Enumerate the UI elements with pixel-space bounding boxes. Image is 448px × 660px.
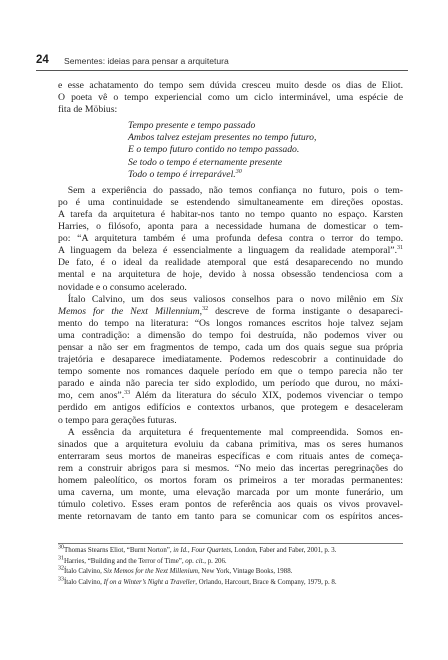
footnote-number: 32: [58, 565, 64, 572]
text-line: tempo somente nos romances daquele período em que o tempo parecia não ter: [58, 366, 403, 378]
text-line: po: “A arquitetura também é uma profunda defesa contra o terror do tempo.: [58, 233, 403, 245]
text-line: pensar a não ser em fragmentos de tempo, cada um dos quais segue sua própria: [58, 341, 403, 353]
text-span: A linguagem da beleza é essencialmente a linguagem da realidade atemporal”.: [58, 245, 397, 257]
footnote-number: 30: [58, 544, 64, 551]
footnote-text: Ítalo Calvino,: [64, 578, 104, 586]
footnote-number: 31: [58, 555, 64, 562]
footnote: [58, 546, 403, 557]
text-line: Harries, o filósofo, aponta para a necessidade humana de domesticar o tem-: [58, 221, 403, 233]
quote-line: Tempo presente e tempo passado: [128, 120, 256, 132]
poem-quote: [58, 120, 403, 180]
footnote-title: in Id., Four Quartets: [173, 547, 231, 554]
text-line: sinados que a arquitetura evoluiu da cabana primitiva, mas os seres humanos: [58, 438, 403, 450]
text-line: De fato, é o ideal da realidade atemporal que está desaparecendo no mundo: [58, 257, 403, 269]
text-line: túmulo coletivo. Esses eram pontos de referência aos quais os vivos provavel-: [58, 499, 403, 511]
paragraph-3: [58, 294, 403, 427]
quote-line: Ambos talvez estejam presentes no tempo futuro,: [128, 132, 317, 144]
footnote-title: Six Memos for the Next Millenium: [103, 568, 198, 576]
running-title: Sementes: ideias para pensar a arquitetura: [64, 56, 229, 66]
text-line: A tarefa da arquitetura é habitar-nos tanto no tempo quanto no espaço. Karsten: [58, 208, 403, 220]
text-line: Memos for the Next Millennium,$^{32}$ descreve de forma instigante o desapareci-: [58, 305, 403, 317]
page-number: 24: [36, 54, 49, 66]
footnote-text: , London, Faber and Faber, 2001, p. 3.: [230, 547, 337, 554]
header-rule: [36, 70, 408, 71]
footnote: [58, 578, 403, 589]
body-text: [58, 80, 403, 523]
footnote: [58, 557, 403, 568]
footnote-text: Thomas Stearns Eliot, “Burnt Norton”,: [64, 547, 174, 554]
text-line: mento do tempo na literatura: “Os longos romances escritos hoje talvez sejam: [58, 317, 403, 329]
text-line: e esse achatamento do tempo sem dúvida cresceu muito desde os dias de Eliot.: [58, 80, 403, 91]
quote-line-text: Todo o tempo é irreparável.: [128, 168, 236, 180]
paragraph-4: [58, 427, 403, 524]
footnote: [58, 567, 403, 578]
footnote-ref: 31: [397, 244, 403, 251]
text-line: uma contradição: a dimensão do tempo foi destruída, não podemos viver ou: [58, 329, 403, 341]
footnote-text: Ítalo Calvino,: [64, 568, 104, 576]
text-line: novidade e o consumo acelerado.: [58, 281, 187, 293]
footnotes: [58, 546, 403, 588]
text-line: rem a construir abrigos para si mesmos. “No meio das incertas peregrinações do: [58, 462, 403, 474]
footnote-number: 33: [58, 576, 64, 583]
text-line: [58, 294, 403, 306]
running-header: [36, 53, 408, 67]
footnote-separator: [58, 543, 403, 544]
quote-line: Se todo o tempo é eternamente presente: [128, 156, 283, 168]
quote-line: E o tempo futuro contido no tempo passado.: [128, 144, 300, 156]
text-line: mental e na arquitetura de hoje, devido à nossa obsessão tendenciosa com a: [58, 269, 403, 281]
quote-line: [128, 169, 403, 181]
footnote-text: , Orlando, Harcourt, Brace & Company, 1979, p. 8.: [195, 578, 337, 586]
text-span: A essência da arquitetura é frequentemente mal compreendida. Somos en-: [67, 426, 403, 438]
footnote-text: Harries, “Building and the Terror of Time”,: [64, 557, 186, 565]
text-line: [58, 245, 403, 257]
text-line: [58, 185, 403, 197]
paragraph-1: [58, 80, 403, 116]
text-line: enterraram seus mortos de maneiras específicas e com rituais antes de começa-: [58, 450, 403, 462]
text-line: O poeta vê o tempo experiencial como um ciclo interminável, uma espécie de: [58, 92, 403, 104]
text-line: mente retornavam de tanto em tanto para se comunicar com os espíritos ances-: [58, 511, 403, 523]
text-line: uma caverna, um monte, uma elevação marcada por um monte funerário, um: [58, 487, 403, 499]
text-line: parado e ainda não parecia ter sido explodido, um período que durou, no máxi-: [58, 378, 403, 390]
text-line: trajetória e desaparece imediatamente. Podemos redescobrir a continuidade do: [58, 354, 403, 366]
text-span: Ítalo Calvino, um dos seus valiosos conselhos para o novo milênio em Six: [67, 293, 403, 305]
footnote-text: , New York, Vintage Books, 1988.: [197, 568, 293, 576]
text-line: mo, cem anos”.$^{33}$ Além da literatura do século XIX, podemos vivenciar o tempo: [58, 390, 403, 402]
text-line: po é uma continuidade se estendendo simultaneamente em direções opostas.: [58, 196, 403, 208]
text-line: fita de Möbius:: [58, 104, 118, 116]
text-line: perdido em antigos edifícios e contextos urbanos, que protegem e desaceleram: [58, 402, 403, 414]
text-line: o tempo para gerações futuras.: [58, 414, 177, 426]
footnote-ref: 30: [235, 168, 242, 175]
text-line: homem paleolítico, os mortos foram os primeiros a ter moradas permanentes:: [58, 475, 403, 486]
footnote-title: op. cit.: [185, 557, 205, 565]
text-span: Sem a experiência do passado, não temos confiança no futuro, pois o tem-: [67, 184, 403, 196]
paragraph-2: [58, 185, 403, 294]
text-line: [58, 427, 403, 439]
footnote-text: , p. 206.: [204, 557, 227, 565]
footnote-title: If on a Winter’s Night a Traveller: [103, 578, 196, 586]
